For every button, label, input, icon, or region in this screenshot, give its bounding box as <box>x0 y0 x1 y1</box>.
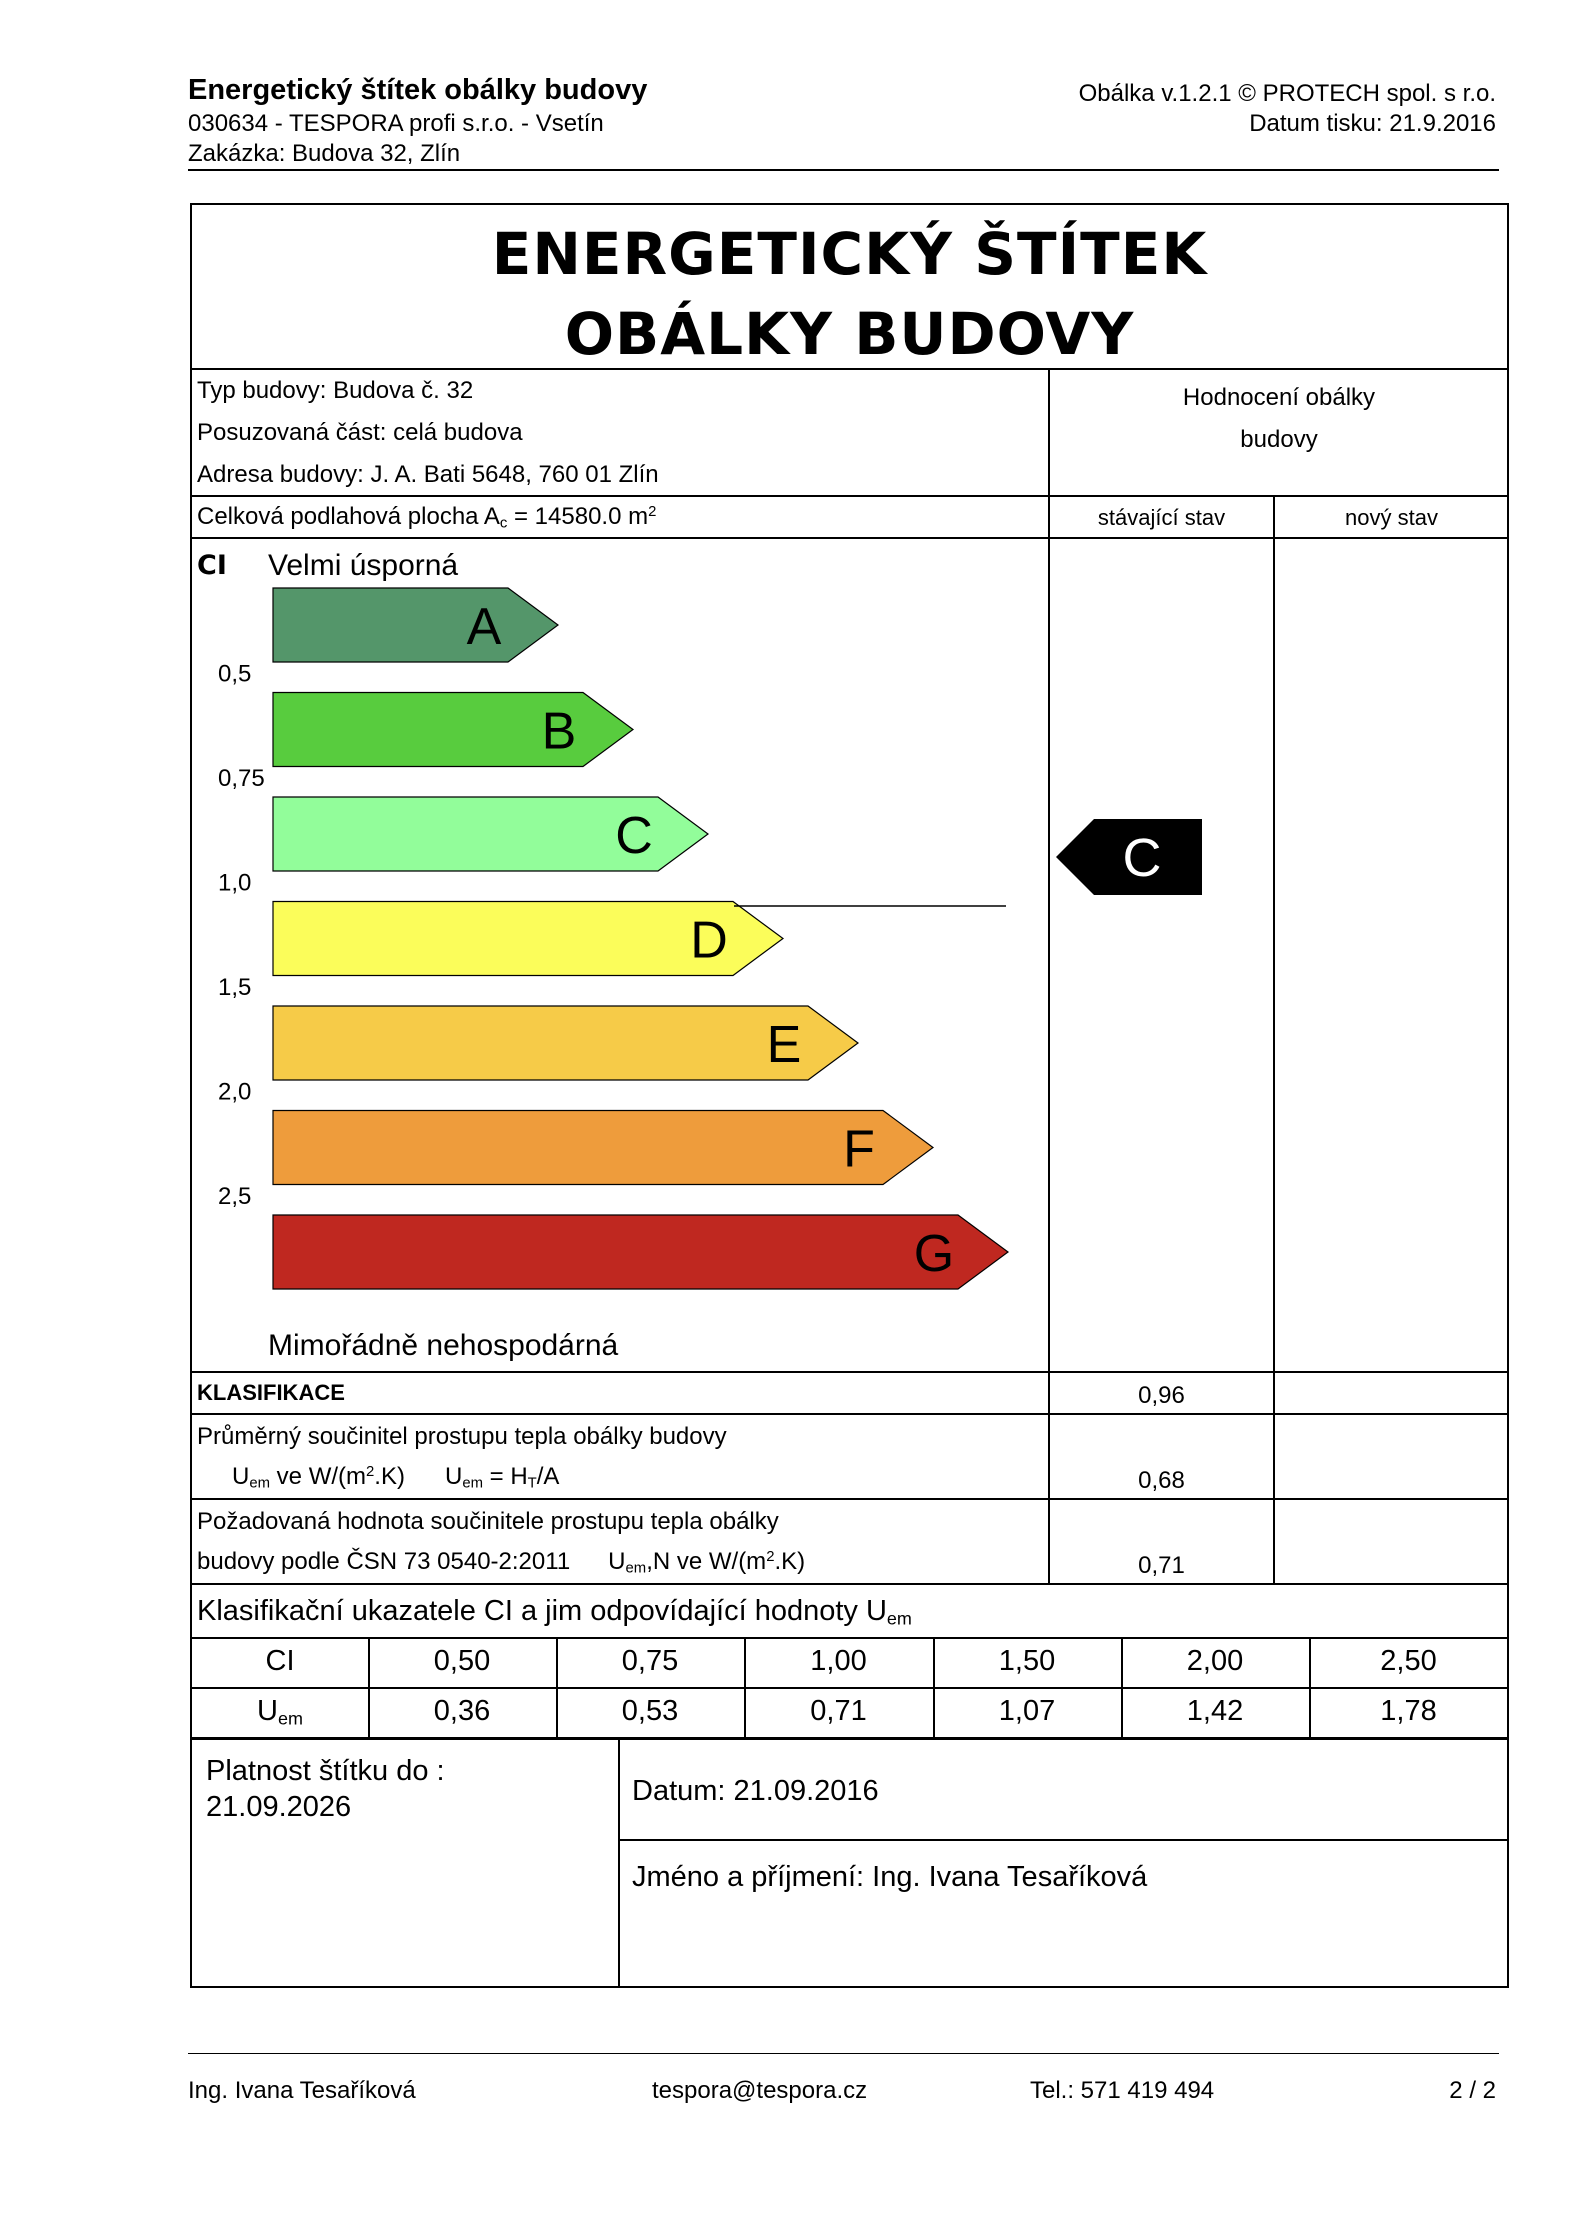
software-version: Obálka v.1.2.1 © PROTECH spol. s r.o. <box>1078 80 1496 107</box>
class-bar-f <box>273 1111 933 1185</box>
required-unit-sup: 2 <box>766 1548 775 1565</box>
ci-cell-value: 0,75 <box>621 1645 679 1677</box>
rating-header <box>1050 377 1508 461</box>
threshold-label: 0,5 <box>218 660 252 688</box>
ci-cell-value: 1,00 <box>810 1645 867 1677</box>
class-bar-g <box>273 1215 1008 1289</box>
ci-cell-label: CI <box>265 1645 295 1677</box>
uem-cell-value: 0,36 <box>433 1695 491 1727</box>
uem-formula-symbol: U <box>444 1463 463 1490</box>
label-title-line2: OBÁLKY BUDOVY <box>564 300 1135 368</box>
footer-page: 2 / 2 <box>1449 2077 1496 2104</box>
floor-area-prefix: Celková podlahová plocha A <box>197 503 500 530</box>
uem-formula-eq: = H <box>482 1463 528 1490</box>
uem-symbol: U <box>232 1463 250 1490</box>
uem-unit-sup: 2 <box>366 1463 375 1480</box>
classification-value: 0,96 <box>1138 1382 1185 1409</box>
uem-description <box>197 1423 727 1451</box>
building-address: Adresa budovy: J. A. Bati 5648, 760 01 Zlín <box>197 461 659 488</box>
floor-area-sub: c <box>499 515 508 532</box>
uem-symbol-sub: em <box>249 1475 271 1492</box>
valid-until-label: Platnost štítku do : <box>206 1755 445 1787</box>
floor-area <box>197 503 656 532</box>
ci-cell-value: 0,50 <box>433 1645 491 1677</box>
threshold-label: 2,5 <box>218 1183 252 1210</box>
rule <box>1048 495 1508 497</box>
uem-unit: ve W/(m <box>270 1463 367 1490</box>
floor-area-sup: 2 <box>648 503 657 520</box>
uem-formula-end: /A <box>536 1463 560 1490</box>
company-line: 030634 - TESPORA profi s.r.o. - Vsetín <box>188 110 604 137</box>
energy-class-scale <box>192 585 1048 1325</box>
rule <box>192 537 1508 539</box>
class-letter-f: F <box>843 1120 875 1179</box>
rating-header-line2: budovy <box>1240 426 1318 453</box>
document-title: Energetický štítek obálky budovy <box>188 74 648 106</box>
ci-table-title-text: Klasifikační ukazatele CI a jim odpovídající hodnoty U <box>197 1595 887 1627</box>
ci-table-title-sub: em <box>886 1608 912 1629</box>
order-line: Zakázka: Budova 32, Zlín <box>188 140 461 167</box>
class-letter-a: A <box>466 598 502 656</box>
uem-cell-value: 0,53 <box>621 1695 679 1727</box>
class-letter-d: D <box>690 911 728 970</box>
footer-rule <box>188 2053 1499 2054</box>
threshold-label: 1,5 <box>218 974 252 1001</box>
energy-label <box>190 203 1509 1988</box>
classification-label: KLASIFIKACE <box>197 1380 345 1405</box>
label-title-line1: ENERGETICKÝ ŠTÍTEK <box>491 220 1208 288</box>
ci-cell-value: 1,50 <box>998 1645 1056 1677</box>
uem-cell-value: 1,78 <box>1380 1695 1437 1727</box>
uem-line1: Průměrný součinitel prostupu tepla obálky budovy <box>197 1423 727 1450</box>
class-bar-a <box>273 588 558 662</box>
required-value: 0,71 <box>1138 1552 1185 1579</box>
uem-cell-value: 1,07 <box>998 1695 1056 1727</box>
uem-cell-value: 0,71 <box>810 1695 867 1727</box>
ci-cell-value: 2,50 <box>1380 1645 1437 1677</box>
assessor-name: Jméno a příjmení: Ing. Ivana Tesaříková <box>632 1861 1148 1893</box>
uem-cell-label: $U_{em}$ <box>257 1695 303 1729</box>
rule <box>192 1583 1508 1585</box>
required-line1: Požadovaná hodnota součinitele prostupu tepla obálky <box>197 1508 779 1535</box>
valid-until <box>206 1753 445 1825</box>
rule <box>1273 495 1275 1583</box>
rule <box>192 1413 1508 1415</box>
class-letter-c: C <box>615 807 653 865</box>
required-unit-end: .K) <box>774 1548 806 1575</box>
uem-formula-sub: em <box>462 1475 483 1492</box>
uem-unit-end: .K) <box>374 1463 405 1490</box>
floor-area-value: = 14580.0 m <box>507 503 649 530</box>
building-type: Typ budovy: Budova č. 32 <box>197 377 474 404</box>
ci-table-title <box>197 1595 912 1629</box>
required-standard <box>197 1548 805 1577</box>
class-letter-b: B <box>541 702 577 761</box>
print-date: Datum tisku: 21.9.2016 <box>1249 110 1496 137</box>
ci-cell-value: 2,00 <box>1186 1645 1244 1677</box>
scale-top-text: Velmi úsporná <box>268 549 459 582</box>
uem-cell-value: 1,42 <box>1186 1695 1244 1727</box>
footer-author: Ing. Ivana Tesaříková <box>188 2077 416 2104</box>
class-letter-g: G <box>913 1225 955 1283</box>
uem-formula-ht-sub: T <box>527 1475 537 1492</box>
rule <box>618 1839 1508 1841</box>
required-standard-text: budovy podle ČSN 73 0540-2:2011 <box>197 1548 571 1575</box>
column-current-state: stávající stav <box>1097 505 1226 530</box>
column-new-state: nový stav <box>1345 505 1438 530</box>
class-letter-e: E <box>766 1016 802 1074</box>
valid-until-date: 21.09.2026 <box>206 1791 352 1823</box>
required-symbol: U <box>608 1548 626 1575</box>
threshold-label: 0,75 <box>218 765 265 792</box>
label-date: Datum: 21.09.2016 <box>632 1775 879 1807</box>
rule <box>618 1737 620 1987</box>
current-class-letter: C <box>1122 828 1162 888</box>
ci-label: CI <box>197 550 227 581</box>
rule <box>192 1737 1508 1740</box>
header-rule <box>188 169 1499 171</box>
current-class-marker <box>1052 815 1272 905</box>
rule <box>1048 495 1050 1583</box>
threshold-label: 2,0 <box>218 1078 252 1106</box>
rule <box>192 368 1508 370</box>
threshold-label: 1,0 <box>218 869 252 897</box>
scale-bottom-text: Mimořádně nehospodárná <box>268 1329 619 1362</box>
class-bar-b <box>273 693 633 767</box>
rating-header-line1: Hodnocení obálky <box>1182 384 1376 411</box>
uem-value: 0,68 <box>1138 1467 1185 1494</box>
rule <box>192 1498 1508 1500</box>
required-unit: ,N ve W/(m <box>646 1548 767 1575</box>
uem-formula <box>232 1463 559 1492</box>
rule <box>192 1371 1508 1373</box>
footer-phone: Tel.: 571 419 494 <box>1030 2077 1215 2104</box>
assessed-part: Posuzovaná část: celá budova <box>197 419 523 446</box>
required-symbol-sub: em <box>625 1560 647 1577</box>
footer-email: tespora@tespora.cz <box>652 2077 868 2104</box>
required-description <box>197 1508 779 1536</box>
